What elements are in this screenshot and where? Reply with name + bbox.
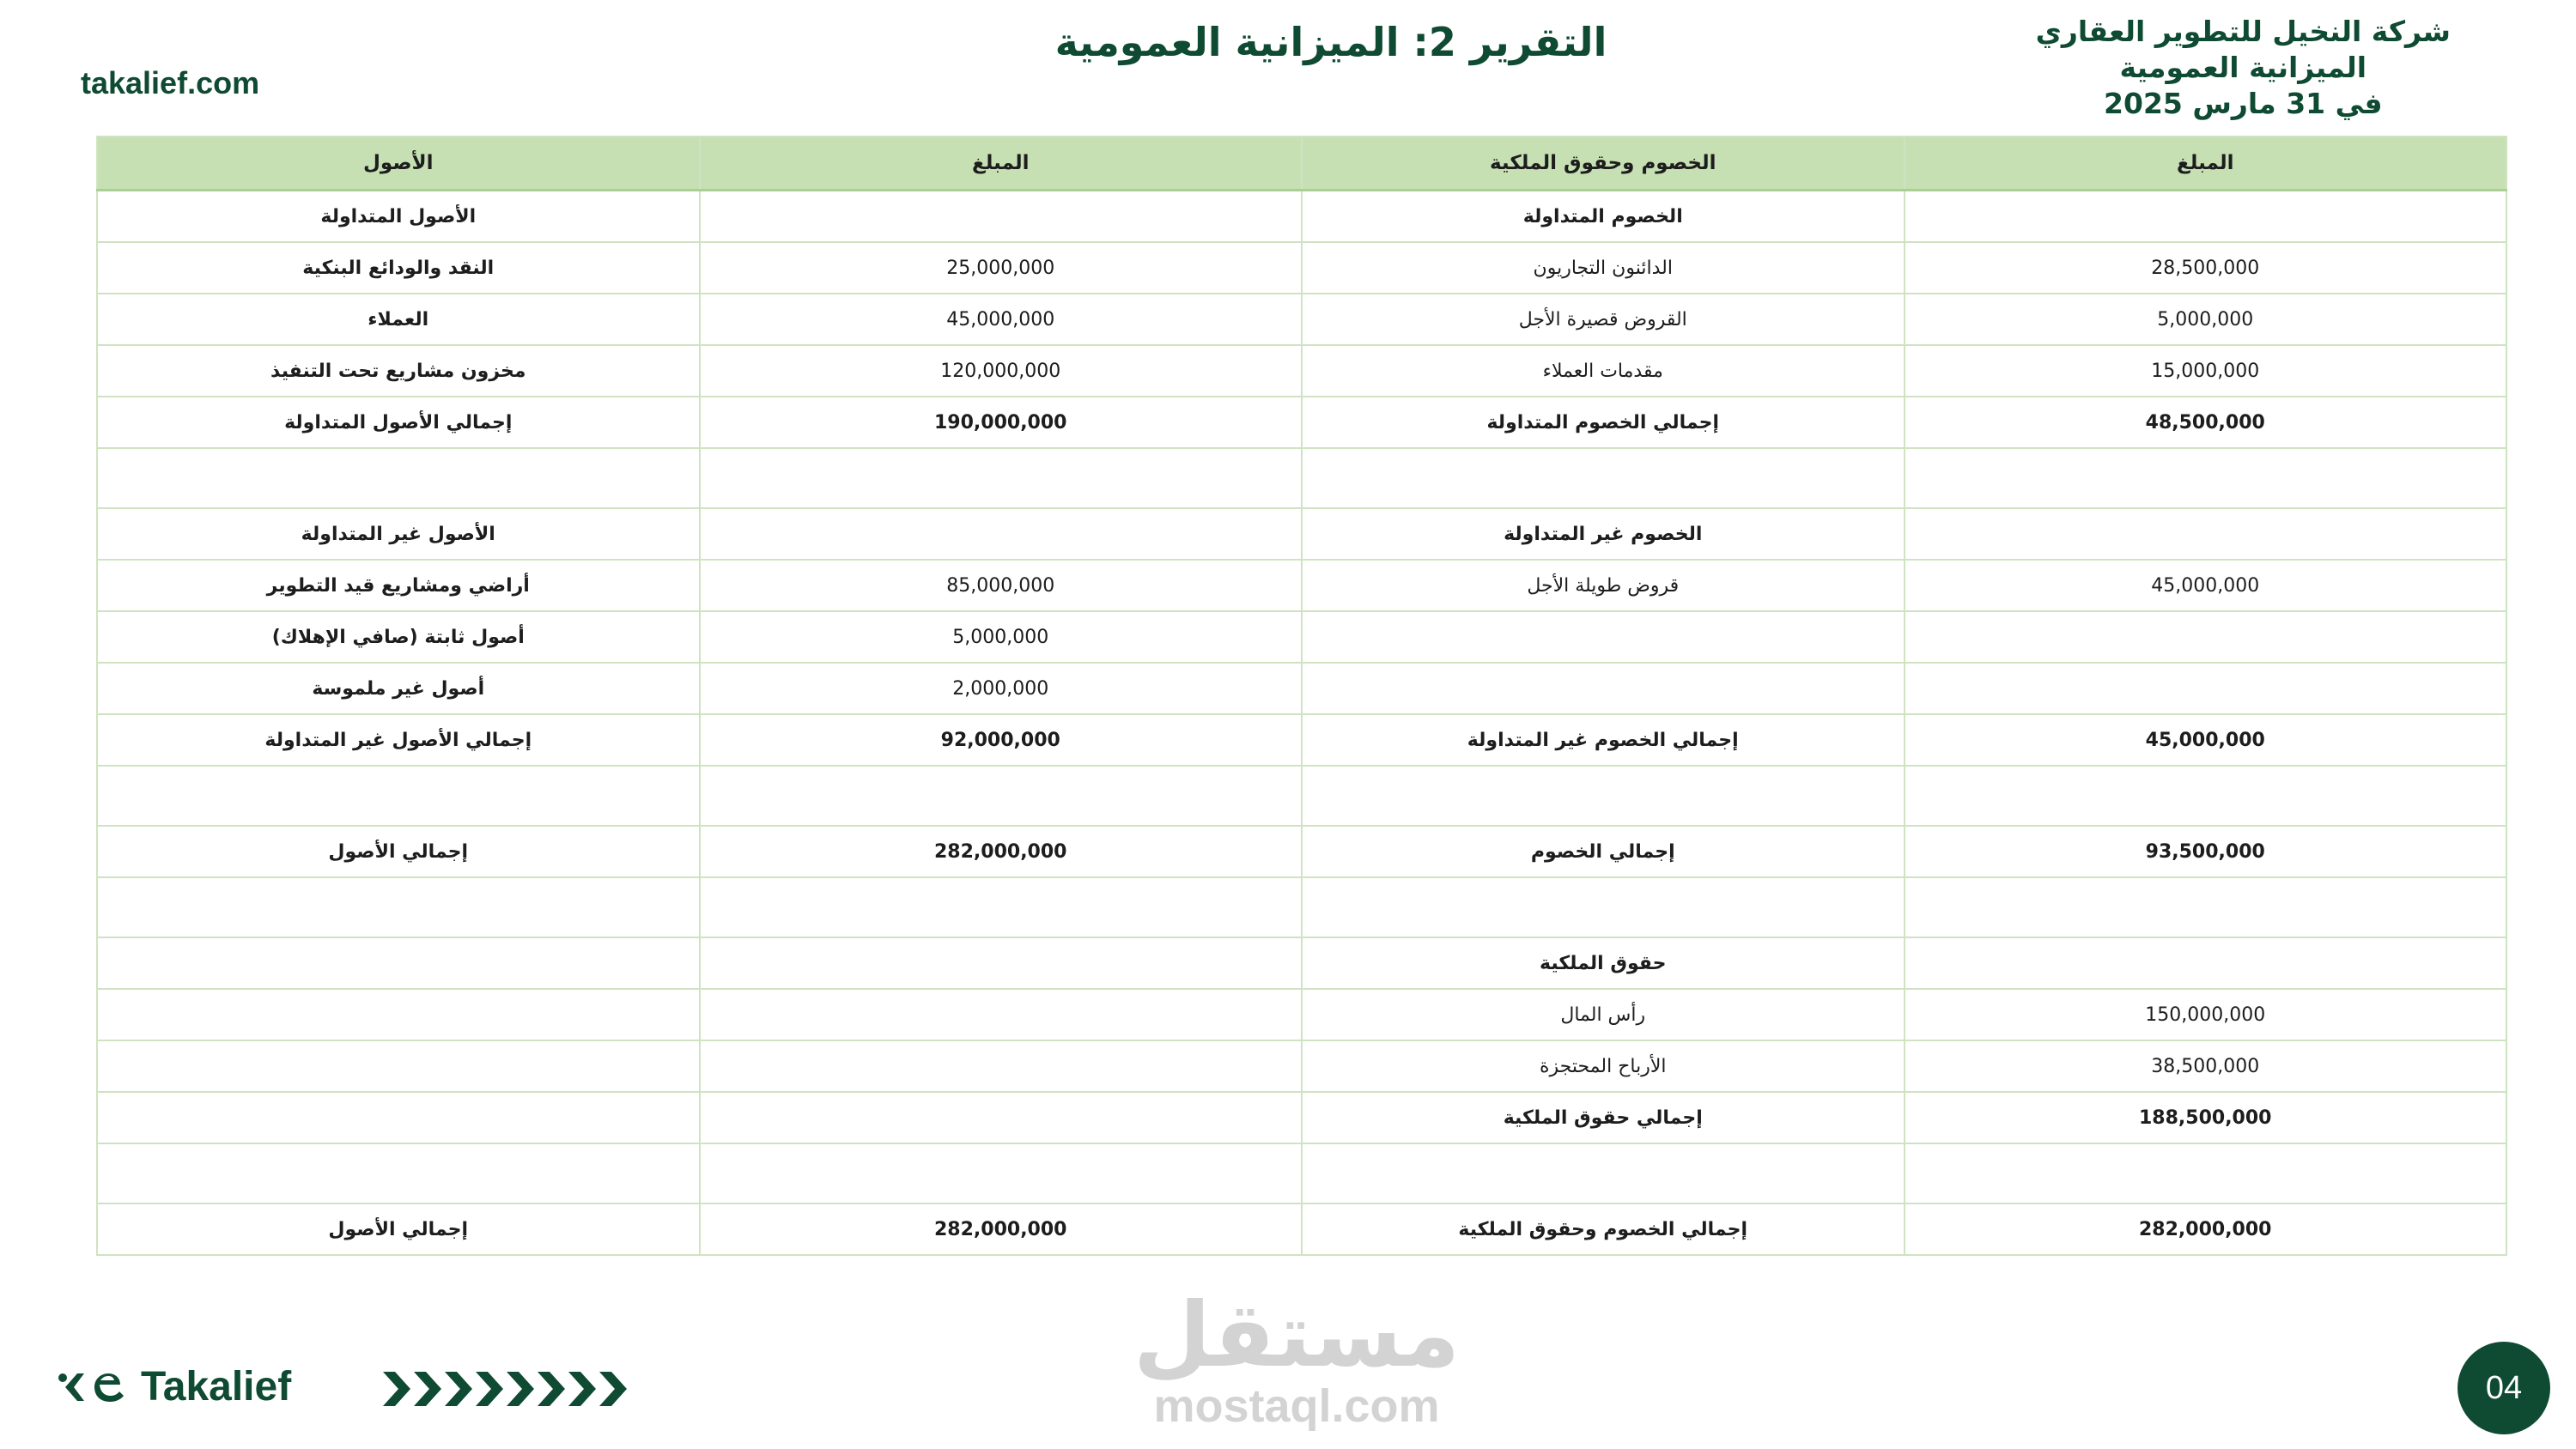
liability-label bbox=[1302, 877, 1905, 937]
watermark-arabic: مستقل bbox=[1133, 1282, 1461, 1387]
liability-amount bbox=[1905, 877, 2507, 937]
liability-label: الخصوم غير المتداولة bbox=[1302, 508, 1905, 560]
asset-label bbox=[97, 1092, 700, 1143]
liability-amount: 45,000,000 bbox=[1905, 560, 2507, 611]
liability-amount: 28,500,000 bbox=[1905, 242, 2507, 294]
liability-label: إجمالي حقوق الملكية bbox=[1302, 1092, 1905, 1143]
page-number-badge: 04 bbox=[2458, 1342, 2550, 1434]
chevron-icon bbox=[599, 1372, 627, 1406]
liability-label bbox=[1302, 1143, 1905, 1203]
report-title: التقرير 2: الميزانية العمومية bbox=[1054, 19, 1607, 65]
takalief-logo-icon bbox=[57, 1366, 131, 1409]
asset-amount bbox=[700, 448, 1303, 508]
liability-amount bbox=[1905, 937, 2507, 989]
table-row bbox=[97, 611, 2506, 663]
table-row bbox=[97, 191, 2506, 243]
table-body bbox=[97, 191, 2506, 1256]
liability-amount bbox=[1905, 448, 2507, 508]
table-header-row bbox=[97, 136, 2506, 191]
chevron-icon bbox=[414, 1372, 441, 1406]
liability-amount: 48,500,000 bbox=[1905, 397, 2507, 448]
asset-label: الأصول المتداولة bbox=[97, 191, 700, 243]
liability-amount: 5,000,000 bbox=[1905, 294, 2507, 345]
liability-label: رأس المال bbox=[1302, 989, 1905, 1040]
chevron-icon bbox=[507, 1372, 534, 1406]
liability-amount bbox=[1905, 191, 2507, 243]
asset-amount: 25,000,000 bbox=[700, 242, 1303, 294]
company-header bbox=[2036, 14, 2451, 122]
liability-label: مقدمات العملاء bbox=[1302, 345, 1905, 397]
asset-label: العملاء bbox=[97, 294, 700, 345]
table-row bbox=[97, 937, 2506, 989]
asset-label bbox=[97, 448, 700, 508]
balance-sheet-table bbox=[96, 136, 2507, 1256]
chevron-icon bbox=[476, 1372, 503, 1406]
asset-amount: 120,000,000 bbox=[700, 345, 1303, 397]
asset-label: إجمالي الأصول bbox=[97, 1203, 700, 1255]
table-row bbox=[97, 242, 2506, 294]
asset-label: إجمالي الأصول غير المتداولة bbox=[97, 714, 700, 766]
asset-amount: 92,000,000 bbox=[700, 714, 1303, 766]
asset-amount bbox=[700, 877, 1303, 937]
asset-amount: 2,000,000 bbox=[700, 663, 1303, 714]
chevrons-right-icon bbox=[383, 1368, 644, 1410]
asset-amount: 85,000,000 bbox=[700, 560, 1303, 611]
chevron-icon bbox=[538, 1372, 565, 1406]
liability-label: الأرباح المحتجزة bbox=[1302, 1040, 1905, 1092]
brand-name: Takalief bbox=[141, 1364, 292, 1410]
header-liabilities-equity: الخصوم وحقوق الملكية bbox=[1302, 136, 1905, 191]
table-row bbox=[97, 294, 2506, 345]
asset-amount: 282,000,000 bbox=[700, 826, 1303, 877]
asset-amount: 5,000,000 bbox=[700, 611, 1303, 663]
liability-label bbox=[1302, 766, 1905, 826]
liability-label bbox=[1302, 663, 1905, 714]
table-row bbox=[97, 663, 2506, 714]
table-row bbox=[97, 714, 2506, 766]
asset-label bbox=[97, 937, 700, 989]
watermark bbox=[1116, 1282, 1477, 1434]
header-assets-amount: المبلغ bbox=[700, 136, 1303, 191]
table-row bbox=[97, 508, 2506, 560]
footer-brand bbox=[57, 1363, 291, 1410]
asset-amount bbox=[700, 1040, 1303, 1092]
table-row bbox=[97, 560, 2506, 611]
spacer-row bbox=[97, 877, 2506, 937]
asset-amount bbox=[700, 1143, 1303, 1203]
chevron-icon bbox=[383, 1372, 410, 1406]
asset-amount: 190,000,000 bbox=[700, 397, 1303, 448]
asset-label bbox=[97, 766, 700, 826]
liability-amount: 93,500,000 bbox=[1905, 826, 2507, 877]
liability-label: قروض طويلة الأجل bbox=[1302, 560, 1905, 611]
liability-amount: 282,000,000 bbox=[1905, 1203, 2507, 1255]
table-row bbox=[97, 345, 2506, 397]
asset-amount bbox=[700, 1092, 1303, 1143]
asset-label bbox=[97, 989, 700, 1040]
header-liabilities-amount: المبلغ bbox=[1905, 136, 2507, 191]
asset-label: أراضي ومشاريع قيد التطوير bbox=[97, 560, 700, 611]
asset-label: إجمالي الأصول المتداولة bbox=[97, 397, 700, 448]
asset-amount bbox=[700, 937, 1303, 989]
table-row bbox=[97, 1203, 2506, 1255]
table-row bbox=[97, 397, 2506, 448]
liability-label bbox=[1302, 611, 1905, 663]
asset-label bbox=[97, 1040, 700, 1092]
asset-amount bbox=[700, 989, 1303, 1040]
site-url[interactable]: takalief.com bbox=[81, 65, 260, 100]
liability-amount bbox=[1905, 611, 2507, 663]
liability-label: حقوق الملكية bbox=[1302, 937, 1905, 989]
liability-amount: 45,000,000 bbox=[1905, 714, 2507, 766]
asset-label: النقد والودائع البنكية bbox=[97, 242, 700, 294]
chevron-icon bbox=[568, 1372, 596, 1406]
asset-amount: 282,000,000 bbox=[700, 1203, 1303, 1255]
liability-label: إجمالي الخصوم bbox=[1302, 826, 1905, 877]
liability-label: الخصوم المتداولة bbox=[1302, 191, 1905, 243]
liability-label: إجمالي الخصوم غير المتداولة bbox=[1302, 714, 1905, 766]
asset-label bbox=[97, 877, 700, 937]
liability-amount: 38,500,000 bbox=[1905, 1040, 2507, 1092]
liability-amount: 15,000,000 bbox=[1905, 345, 2507, 397]
statement-name: الميزانية العمومية bbox=[2119, 51, 2367, 84]
liability-amount: 188,500,000 bbox=[1905, 1092, 2507, 1143]
table-row bbox=[97, 989, 2506, 1040]
table-row bbox=[97, 826, 2506, 877]
asset-label: أصول ثابتة (صافي الإهلاك) bbox=[97, 611, 700, 663]
spacer-row bbox=[97, 766, 2506, 826]
liability-label: الدائنون التجاريون bbox=[1302, 242, 1905, 294]
liability-label bbox=[1302, 448, 1905, 508]
table-row bbox=[97, 1040, 2506, 1092]
asset-amount bbox=[700, 766, 1303, 826]
company-name: شركة النخيل للتطوير العقاري bbox=[2035, 15, 2451, 48]
liability-label: إجمالي الخصوم المتداولة bbox=[1302, 397, 1905, 448]
asset-label bbox=[97, 1143, 700, 1203]
liability-label: إجمالي الخصوم وحقوق الملكية bbox=[1302, 1203, 1905, 1255]
asset-label: الأصول غير المتداولة bbox=[97, 508, 700, 560]
table-row bbox=[97, 1092, 2506, 1143]
liability-amount bbox=[1905, 508, 2507, 560]
asset-label: أصول غير ملموسة bbox=[97, 663, 700, 714]
chevron-icon bbox=[445, 1372, 472, 1406]
asset-label: إجمالي الأصول bbox=[97, 826, 700, 877]
liability-label: القروض قصيرة الأجل bbox=[1302, 294, 1905, 345]
asset-amount bbox=[700, 191, 1303, 243]
asset-amount: 45,000,000 bbox=[700, 294, 1303, 345]
header-assets: الأصول bbox=[97, 136, 700, 191]
spacer-row bbox=[97, 1143, 2506, 1203]
statement-date: في 31 مارس 2025 bbox=[2104, 87, 2383, 120]
watermark-url: mostaql.com bbox=[1153, 1380, 1440, 1432]
liability-amount: 150,000,000 bbox=[1905, 989, 2507, 1040]
spacer-row bbox=[97, 448, 2506, 508]
liability-amount bbox=[1905, 663, 2507, 714]
liability-amount bbox=[1905, 1143, 2507, 1203]
asset-label: مخزون مشاريع تحت التنفيذ bbox=[97, 345, 700, 397]
asset-amount bbox=[700, 508, 1303, 560]
liability-amount bbox=[1905, 766, 2507, 826]
